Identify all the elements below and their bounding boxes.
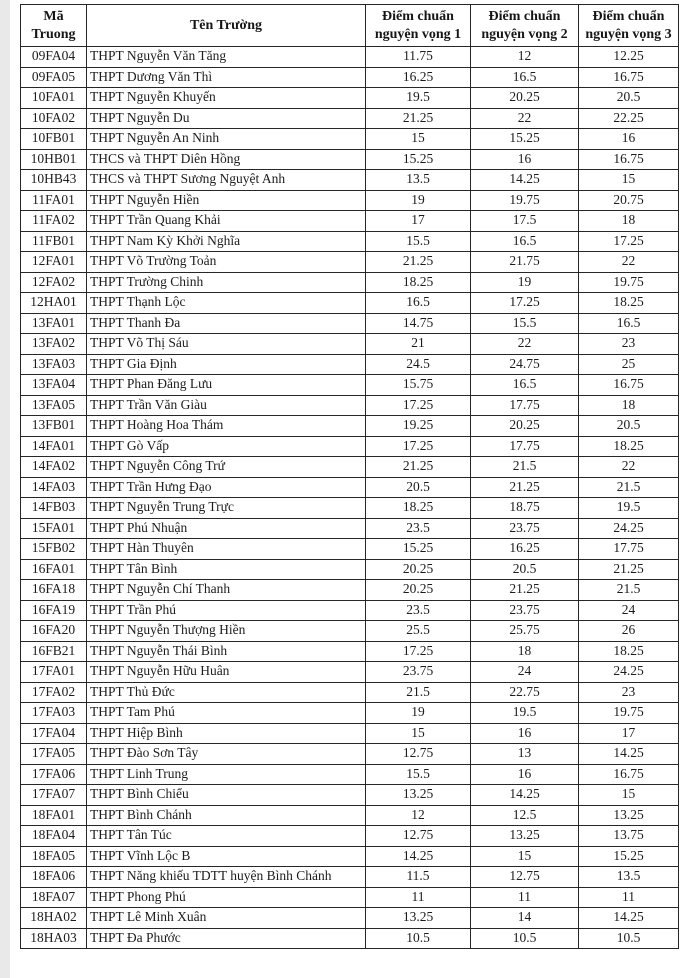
score-nv2-cell: 23.75 xyxy=(471,518,579,539)
score-nv2-cell: 16 xyxy=(471,149,579,170)
school-name-cell: THPT Trường Chinh xyxy=(87,272,366,293)
table-row xyxy=(21,498,679,519)
score-nv1-cell: 12 xyxy=(366,805,471,826)
school-name-cell: THPT Phong Phú xyxy=(87,887,366,908)
table-row xyxy=(21,47,679,68)
table-row xyxy=(21,211,679,232)
score-nv1-cell: 15 xyxy=(366,723,471,744)
score-nv2-cell: 19 xyxy=(471,272,579,293)
school-name-cell: THPT Nguyễn Công Trứ xyxy=(87,457,366,478)
score-nv3-cell: 15 xyxy=(579,170,679,191)
score-nv1-cell: 11 xyxy=(366,887,471,908)
school-name-cell: THPT Vĩnh Lộc B xyxy=(87,846,366,867)
score-nv3-cell: 17 xyxy=(579,723,679,744)
school-code-cell: 12HA01 xyxy=(21,293,87,314)
school-name-cell: THPT Bình Chiểu xyxy=(87,785,366,806)
score-nv3-cell: 24.25 xyxy=(579,662,679,683)
school-name-cell: THPT Lê Minh Xuân xyxy=(87,908,366,929)
school-code-cell: 11FB01 xyxy=(21,231,87,252)
school-name-cell: THPT Tam Phú xyxy=(87,703,366,724)
score-nv1-cell: 15.25 xyxy=(366,149,471,170)
school-name-cell: THPT Tân Túc xyxy=(87,826,366,847)
school-name-cell: THPT Trần Quang Khải xyxy=(87,211,366,232)
table-row xyxy=(21,600,679,621)
score-nv1-cell: 13.25 xyxy=(366,908,471,929)
school-name-cell: THPT Nguyễn Trung Trực xyxy=(87,498,366,519)
school-code-cell: 12FA01 xyxy=(21,252,87,273)
school-name-cell: THPT Nguyễn Văn Tăng xyxy=(87,47,366,68)
school-code-cell: 13FB01 xyxy=(21,416,87,437)
school-name-cell: THPT Hiệp Bình xyxy=(87,723,366,744)
table-row xyxy=(21,805,679,826)
score-nv1-cell: 17 xyxy=(366,211,471,232)
score-nv3-cell: 19.5 xyxy=(579,498,679,519)
school-name-cell: THCS và THPT Diên Hồng xyxy=(87,149,366,170)
score-table-body xyxy=(21,47,679,949)
score-nv3-cell: 14.25 xyxy=(579,908,679,929)
score-nv3-cell: 26 xyxy=(579,621,679,642)
school-name-cell: THPT Võ Thị Sáu xyxy=(87,334,366,355)
school-name-cell: THPT Phan Đăng Lưu xyxy=(87,375,366,396)
table-row xyxy=(21,395,679,416)
score-nv1-cell: 20.25 xyxy=(366,580,471,601)
score-nv1-cell: 16.25 xyxy=(366,67,471,88)
score-nv2-cell: 17.5 xyxy=(471,211,579,232)
table-row xyxy=(21,231,679,252)
score-nv1-cell: 18.25 xyxy=(366,498,471,519)
school-name-cell: THCS và THPT Sương Nguyệt Anh xyxy=(87,170,366,191)
score-nv2-cell: 19.5 xyxy=(471,703,579,724)
school-code-cell: 14FB03 xyxy=(21,498,87,519)
school-name-cell: THPT Gò Vấp xyxy=(87,436,366,457)
school-code-cell: 10FA01 xyxy=(21,88,87,109)
score-nv3-cell: 16.5 xyxy=(579,313,679,334)
score-nv1-cell: 12.75 xyxy=(366,744,471,765)
school-code-cell: 17FA06 xyxy=(21,764,87,785)
table-row xyxy=(21,436,679,457)
school-code-cell: 13FA02 xyxy=(21,334,87,355)
score-nv1-cell: 16.5 xyxy=(366,293,471,314)
score-nv1-cell: 23.5 xyxy=(366,518,471,539)
score-nv1-cell: 23.5 xyxy=(366,600,471,621)
score-nv1-cell: 20.5 xyxy=(366,477,471,498)
school-name-cell: THPT Nguyễn Thái Bình xyxy=(87,641,366,662)
school-name-cell: THPT Võ Trường Toản xyxy=(87,252,366,273)
score-nv1-cell: 15.25 xyxy=(366,539,471,560)
score-nv3-cell: 23 xyxy=(579,334,679,355)
school-code-cell: 17FA03 xyxy=(21,703,87,724)
score-nv2-cell: 21.25 xyxy=(471,580,579,601)
col-header-score-nv3: Điểm chuẩn nguyện vọng 3 xyxy=(579,5,679,47)
school-name-cell: THPT Nguyễn Hữu Huân xyxy=(87,662,366,683)
school-name-cell: THPT Nguyễn An Ninh xyxy=(87,129,366,150)
score-nv2-cell: 22.75 xyxy=(471,682,579,703)
school-name-cell: THPT Dương Văn Thì xyxy=(87,67,366,88)
school-code-cell: 14FA03 xyxy=(21,477,87,498)
score-nv2-cell: 21.5 xyxy=(471,457,579,478)
school-code-cell: 18HA03 xyxy=(21,928,87,949)
table-row xyxy=(21,928,679,949)
school-code-cell: 14FA02 xyxy=(21,457,87,478)
school-name-cell: THPT Linh Trung xyxy=(87,764,366,785)
score-nv3-cell: 18.25 xyxy=(579,641,679,662)
score-nv2-cell: 10.5 xyxy=(471,928,579,949)
table-row xyxy=(21,580,679,601)
table-row xyxy=(21,477,679,498)
score-nv1-cell: 15.5 xyxy=(366,764,471,785)
score-nv1-cell: 10.5 xyxy=(366,928,471,949)
table-row xyxy=(21,293,679,314)
score-nv2-cell: 14.25 xyxy=(471,170,579,191)
table-row xyxy=(21,539,679,560)
school-code-cell: 18HA02 xyxy=(21,908,87,929)
school-code-cell: 11FA02 xyxy=(21,211,87,232)
score-nv3-cell: 15.25 xyxy=(579,846,679,867)
school-code-cell: 18FA06 xyxy=(21,867,87,888)
score-nv3-cell: 20.75 xyxy=(579,190,679,211)
score-nv2-cell: 21.75 xyxy=(471,252,579,273)
score-nv1-cell: 24.5 xyxy=(366,354,471,375)
school-code-cell: 10FB01 xyxy=(21,129,87,150)
scan-edge-strip xyxy=(0,0,10,978)
score-nv1-cell: 18.25 xyxy=(366,272,471,293)
score-nv2-cell: 22 xyxy=(471,334,579,355)
score-nv1-cell: 21.25 xyxy=(366,457,471,478)
score-nv1-cell: 17.25 xyxy=(366,436,471,457)
school-code-cell: 10HB01 xyxy=(21,149,87,170)
school-name-cell: THPT Nguyễn Khuyến xyxy=(87,88,366,109)
table-row xyxy=(21,682,679,703)
school-code-cell: 15FA01 xyxy=(21,518,87,539)
score-nv3-cell: 18 xyxy=(579,395,679,416)
table-row xyxy=(21,457,679,478)
score-nv1-cell: 11.75 xyxy=(366,47,471,68)
school-name-cell: THPT Nguyễn Chí Thanh xyxy=(87,580,366,601)
score-nv2-cell: 17.25 xyxy=(471,293,579,314)
school-code-cell: 12FA02 xyxy=(21,272,87,293)
school-name-cell: THPT Nam Kỳ Khởi Nghĩa xyxy=(87,231,366,252)
score-nv3-cell: 22.25 xyxy=(579,108,679,129)
score-nv1-cell: 23.75 xyxy=(366,662,471,683)
school-code-cell: 15FB02 xyxy=(21,539,87,560)
school-code-cell: 14FA01 xyxy=(21,436,87,457)
table-row xyxy=(21,867,679,888)
table-row xyxy=(21,313,679,334)
score-nv2-cell: 16.5 xyxy=(471,231,579,252)
score-nv1-cell: 21.5 xyxy=(366,682,471,703)
table-row xyxy=(21,887,679,908)
table-row xyxy=(21,764,679,785)
score-nv2-cell: 16 xyxy=(471,764,579,785)
score-nv2-cell: 22 xyxy=(471,108,579,129)
school-name-cell: THPT Trần Văn Giàu xyxy=(87,395,366,416)
score-nv1-cell: 19.25 xyxy=(366,416,471,437)
table-row xyxy=(21,662,679,683)
score-nv3-cell: 20.5 xyxy=(579,88,679,109)
table-row xyxy=(21,703,679,724)
score-nv3-cell: 16.75 xyxy=(579,764,679,785)
school-code-cell: 17FA02 xyxy=(21,682,87,703)
school-name-cell: THPT Nguyễn Thượng Hiền xyxy=(87,621,366,642)
score-nv3-cell: 23 xyxy=(579,682,679,703)
col-header-school-code: Mã Truong xyxy=(21,5,87,47)
score-nv2-cell: 12.75 xyxy=(471,867,579,888)
score-nv1-cell: 15.75 xyxy=(366,375,471,396)
score-nv3-cell: 19.75 xyxy=(579,272,679,293)
school-code-cell: 18FA01 xyxy=(21,805,87,826)
table-row xyxy=(21,149,679,170)
score-nv2-cell: 25.75 xyxy=(471,621,579,642)
school-code-cell: 17FA07 xyxy=(21,785,87,806)
score-nv3-cell: 15 xyxy=(579,785,679,806)
score-nv2-cell: 16 xyxy=(471,723,579,744)
score-nv2-cell: 17.75 xyxy=(471,395,579,416)
score-nv2-cell: 15.5 xyxy=(471,313,579,334)
score-nv3-cell: 22 xyxy=(579,457,679,478)
table-row xyxy=(21,272,679,293)
table-row xyxy=(21,170,679,191)
table-row xyxy=(21,518,679,539)
table-row xyxy=(21,334,679,355)
score-nv1-cell: 14.75 xyxy=(366,313,471,334)
school-code-cell: 17FA05 xyxy=(21,744,87,765)
school-code-cell: 09FA04 xyxy=(21,47,87,68)
score-nv3-cell: 22 xyxy=(579,252,679,273)
score-nv1-cell: 21.25 xyxy=(366,108,471,129)
table-row xyxy=(21,559,679,580)
school-code-cell: 16FB21 xyxy=(21,641,87,662)
score-nv3-cell: 11 xyxy=(579,887,679,908)
school-code-cell: 16FA01 xyxy=(21,559,87,580)
score-nv1-cell: 19 xyxy=(366,703,471,724)
score-nv2-cell: 18 xyxy=(471,641,579,662)
score-nv1-cell: 11.5 xyxy=(366,867,471,888)
score-nv2-cell: 23.75 xyxy=(471,600,579,621)
school-code-cell: 13FA05 xyxy=(21,395,87,416)
score-nv1-cell: 21 xyxy=(366,334,471,355)
school-code-cell: 17FA04 xyxy=(21,723,87,744)
table-header xyxy=(21,5,679,47)
score-nv2-cell: 15.25 xyxy=(471,129,579,150)
school-name-cell: THPT Trần Hưng Đạo xyxy=(87,477,366,498)
score-nv2-cell: 18.75 xyxy=(471,498,579,519)
header-row xyxy=(21,5,679,47)
school-code-cell: 11FA01 xyxy=(21,190,87,211)
table-row xyxy=(21,108,679,129)
table-row xyxy=(21,641,679,662)
score-nv3-cell: 16.75 xyxy=(579,149,679,170)
school-name-cell: THPT Đào Sơn Tây xyxy=(87,744,366,765)
score-nv2-cell: 14 xyxy=(471,908,579,929)
school-code-cell: 09FA05 xyxy=(21,67,87,88)
score-nv3-cell: 17.75 xyxy=(579,539,679,560)
score-nv1-cell: 20.25 xyxy=(366,559,471,580)
school-code-cell: 16FA18 xyxy=(21,580,87,601)
score-nv2-cell: 14.25 xyxy=(471,785,579,806)
score-nv2-cell: 24 xyxy=(471,662,579,683)
score-nv3-cell: 20.5 xyxy=(579,416,679,437)
col-header-score-nv2: Điểm chuẩn nguyện vọng 2 xyxy=(471,5,579,47)
col-header-score-nv1: Điểm chuẩn nguyện vọng 1 xyxy=(366,5,471,47)
table-row xyxy=(21,67,679,88)
score-nv3-cell: 24 xyxy=(579,600,679,621)
score-nv2-cell: 12 xyxy=(471,47,579,68)
score-nv3-cell: 16 xyxy=(579,129,679,150)
school-name-cell: THPT Thủ Đức xyxy=(87,682,366,703)
school-name-cell: THPT Hoàng Hoa Thám xyxy=(87,416,366,437)
score-nv3-cell: 17.25 xyxy=(579,231,679,252)
score-nv2-cell: 20.25 xyxy=(471,88,579,109)
score-nv2-cell: 16.5 xyxy=(471,67,579,88)
table-row xyxy=(21,190,679,211)
school-name-cell: THPT Năng khiếu TDTT huyện Bình Chánh xyxy=(87,867,366,888)
score-nv2-cell: 12.5 xyxy=(471,805,579,826)
score-nv2-cell: 13.25 xyxy=(471,826,579,847)
table-row xyxy=(21,846,679,867)
school-code-cell: 13FA03 xyxy=(21,354,87,375)
admission-score-table xyxy=(20,4,679,949)
school-code-cell: 18FA07 xyxy=(21,887,87,908)
school-code-cell: 18FA04 xyxy=(21,826,87,847)
col-header-school-name: Tên Trường xyxy=(87,5,366,47)
school-name-cell: THPT Đa Phước xyxy=(87,928,366,949)
score-nv2-cell: 24.75 xyxy=(471,354,579,375)
table-row xyxy=(21,908,679,929)
table-row xyxy=(21,416,679,437)
score-nv3-cell: 10.5 xyxy=(579,928,679,949)
table-row xyxy=(21,88,679,109)
score-nv2-cell: 21.25 xyxy=(471,477,579,498)
school-code-cell: 10HB43 xyxy=(21,170,87,191)
score-nv1-cell: 21.25 xyxy=(366,252,471,273)
score-nv1-cell: 19 xyxy=(366,190,471,211)
score-nv2-cell: 11 xyxy=(471,887,579,908)
table-row xyxy=(21,723,679,744)
school-name-cell: THPT Gia Định xyxy=(87,354,366,375)
score-nv1-cell: 13.25 xyxy=(366,785,471,806)
score-nv2-cell: 17.75 xyxy=(471,436,579,457)
score-nv2-cell: 15 xyxy=(471,846,579,867)
school-code-cell: 16FA20 xyxy=(21,621,87,642)
score-nv1-cell: 25.5 xyxy=(366,621,471,642)
table-row xyxy=(21,354,679,375)
score-nv3-cell: 21.5 xyxy=(579,580,679,601)
school-name-cell: THPT Tân Bình xyxy=(87,559,366,580)
school-name-cell: THPT Nguyễn Hiền xyxy=(87,190,366,211)
score-nv3-cell: 12.25 xyxy=(579,47,679,68)
score-nv3-cell: 13.25 xyxy=(579,805,679,826)
table-row xyxy=(21,785,679,806)
score-nv1-cell: 13.5 xyxy=(366,170,471,191)
score-nv1-cell: 12.75 xyxy=(366,826,471,847)
school-name-cell: THPT Hàn Thuyên xyxy=(87,539,366,560)
score-nv3-cell: 21.25 xyxy=(579,559,679,580)
score-nv2-cell: 20.25 xyxy=(471,416,579,437)
score-nv3-cell: 24.25 xyxy=(579,518,679,539)
score-nv1-cell: 15 xyxy=(366,129,471,150)
score-nv3-cell: 18.25 xyxy=(579,436,679,457)
score-nv1-cell: 19.5 xyxy=(366,88,471,109)
score-nv3-cell: 19.75 xyxy=(579,703,679,724)
table-row xyxy=(21,129,679,150)
school-code-cell: 18FA05 xyxy=(21,846,87,867)
score-nv3-cell: 13.75 xyxy=(579,826,679,847)
school-name-cell: THPT Bình Chánh xyxy=(87,805,366,826)
school-code-cell: 17FA01 xyxy=(21,662,87,683)
score-nv3-cell: 18 xyxy=(579,211,679,232)
school-name-cell: THPT Trần Phú xyxy=(87,600,366,621)
score-nv2-cell: 19.75 xyxy=(471,190,579,211)
score-nv2-cell: 16.25 xyxy=(471,539,579,560)
score-nv2-cell: 20.5 xyxy=(471,559,579,580)
school-name-cell: THPT Thanh Đa xyxy=(87,313,366,334)
table-row xyxy=(21,744,679,765)
score-nv3-cell: 16.75 xyxy=(579,67,679,88)
score-nv1-cell: 17.25 xyxy=(366,395,471,416)
score-nv3-cell: 21.5 xyxy=(579,477,679,498)
score-nv1-cell: 17.25 xyxy=(366,641,471,662)
score-nv3-cell: 16.75 xyxy=(579,375,679,396)
school-name-cell: THPT Phú Nhuận xyxy=(87,518,366,539)
score-nv3-cell: 14.25 xyxy=(579,744,679,765)
table-row xyxy=(21,621,679,642)
school-code-cell: 13FA04 xyxy=(21,375,87,396)
score-nv3-cell: 13.5 xyxy=(579,867,679,888)
table-row xyxy=(21,375,679,396)
school-code-cell: 16FA19 xyxy=(21,600,87,621)
score-nv1-cell: 14.25 xyxy=(366,846,471,867)
score-nv2-cell: 16.5 xyxy=(471,375,579,396)
table-row xyxy=(21,252,679,273)
school-name-cell: THPT Thạnh Lộc xyxy=(87,293,366,314)
school-code-cell: 13FA01 xyxy=(21,313,87,334)
score-nv1-cell: 15.5 xyxy=(366,231,471,252)
score-nv3-cell: 18.25 xyxy=(579,293,679,314)
school-code-cell: 10FA02 xyxy=(21,108,87,129)
table-row xyxy=(21,826,679,847)
score-nv3-cell: 25 xyxy=(579,354,679,375)
score-nv2-cell: 13 xyxy=(471,744,579,765)
school-name-cell: THPT Nguyễn Du xyxy=(87,108,366,129)
